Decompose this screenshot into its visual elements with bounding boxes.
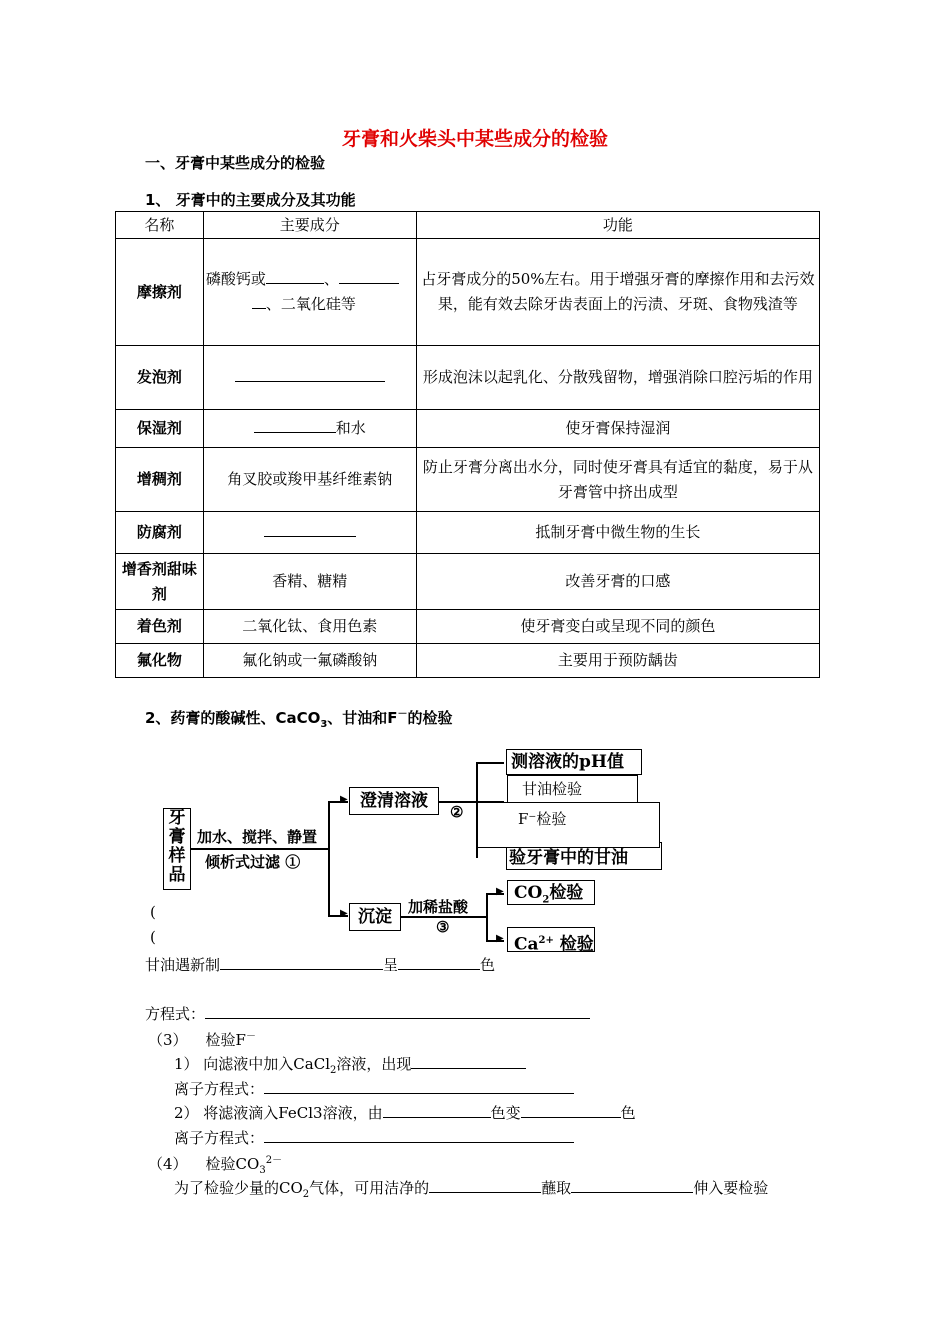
filtrate-box: 澄清溶液 [349,787,439,815]
sample-box: 牙 膏 样 品 [163,808,191,890]
fluoride-box: F⁻检验 [477,802,660,848]
step1-label: 加水、搅拌、静置 [197,828,318,846]
fill-blank[interactable] [220,953,383,970]
arrow-line [190,848,328,850]
fill-blank[interactable] [383,1101,491,1118]
header-components: 主要成分 [203,212,416,239]
fill-blank[interactable] [398,953,480,970]
row-components: 氟化钠或一氟磷酸钠 [203,644,416,678]
ph-box: 测溶液的pH值 [506,749,642,775]
branch-line [476,762,504,764]
fill-blank[interactable] [429,1176,541,1193]
row-components [203,346,416,410]
component-text: 、二氧化硅等 [265,295,356,313]
fill-blank[interactable] [339,267,399,284]
precipitate-box: 沉淀 [349,903,401,931]
toothpaste-components-table [115,211,820,678]
question-3-1-ion: 离子方程式： [174,1077,574,1099]
fill-blank[interactable] [266,267,324,284]
table-header-row [116,212,820,239]
question-glycerol: 甘油遇新制 呈 色 [145,953,495,975]
branch-line [328,801,330,916]
row-function: 主要用于预防龋齿 [416,644,819,678]
glycerol-box: 甘油检验 [507,775,638,803]
row-name: 保湿剂 [116,410,204,448]
question-3-1: 1） 向滤液中加入CaCl$_2$溶液，出现 [174,1052,526,1076]
row-components [203,239,416,346]
question-equation-1: 方程式： [145,1002,590,1024]
table-row [116,554,820,610]
page-title: 牙膏和火柴头中某些成分的检验 [341,128,608,150]
row-name: 摩擦剂 [116,239,204,346]
fill-blank[interactable] [264,520,356,537]
fill-blank[interactable] [264,1077,574,1094]
question-3-2: 2） 将滤液滴入FeCl3溶液，由 色变 色 [174,1101,636,1123]
question-4-text: 为了检验少量的$CO_2$气体，可用洁净的 蘸取 伸入要检验 [174,1176,768,1200]
question-4: （4） 检验$CO_3^{2-}$ [148,1155,283,1176]
step1-label-2: 倾析式过滤 ① [205,853,301,871]
step3-label: 加稀盐酸 [408,898,469,916]
fill-blank[interactable] [571,1176,693,1193]
row-function: 防止牙膏分离出水分，同时使牙膏具有适宜的黏度，易于从牙膏管中挤出成型 [416,448,819,512]
row-function: 占牙膏成分的50%左右。用于增强牙膏的摩擦作用和去污效果，能有效去除牙齿表面上的污渍、牙斑、食物残渣等 [416,239,819,346]
table-row [116,448,820,512]
table-row [116,644,820,678]
subheading-1: 1、 牙膏中的主要成分及其功能 [145,191,356,209]
header-function: 功能 [416,212,819,239]
branch-line [486,893,488,940]
row-function: 使牙膏变白或呈现不同的颜色 [416,610,819,644]
arrow-head-icon: ▶ [340,794,348,805]
section-heading-1: 一、牙膏中某些成分的检验 [145,154,326,172]
co2-box: $CO_2$检验 [507,880,595,905]
fill-blank[interactable] [521,1101,621,1118]
fill-blank[interactable] [254,416,336,433]
row-components: 角叉胶或羧甲基纤维素钠 [203,448,416,512]
row-function: 形成泡沫以起乳化、分散残留物，增强消除口腔污垢的作用 [416,346,819,410]
paren-mark: ( [150,903,156,921]
row-name: 防腐剂 [116,512,204,554]
ca-box: $Ca^{2+}$ 检验 [507,927,595,952]
row-components: 香精、糖精 [203,554,416,610]
row-name: 增香剂甜味剂 [116,554,204,610]
fill-blank[interactable] [264,1126,574,1143]
row-components [203,512,416,554]
row-name: 氟化物 [116,644,204,678]
row-name: 增稠剂 [116,448,204,512]
table-row [116,346,820,410]
component-text: 磷酸钙或 [205,270,266,288]
row-function: 使牙膏保持湿润 [416,410,819,448]
table-row [116,239,820,346]
fill-blank[interactable] [205,1002,590,1019]
subheading-2: 2、药膏的酸碱性、CaCO$_3$、甘油和F－的检验 [145,709,453,730]
fill-blank[interactable] [411,1052,526,1069]
question-3-2-ion: 离子方程式： [174,1126,574,1148]
fill-blank[interactable] [252,292,266,309]
arrow-head-icon: ▶ [340,908,348,919]
component-text: 和水 [335,419,366,437]
step3-marker: ③ [436,918,450,936]
table-row [116,512,820,554]
step2-marker: ② [450,803,464,821]
arrow-head-icon: ▶ [496,886,504,897]
table-row [116,610,820,644]
row-name: 发泡剂 [116,346,204,410]
component-sep: 、 [323,270,339,288]
row-components: 二氧化钛、食用色素 [203,610,416,644]
glycerol-test-box: 验牙膏中的甘油 [506,842,662,870]
arrow-head-icon: ▶ [496,933,504,944]
fill-blank[interactable] [235,365,385,382]
table-row [116,410,820,448]
row-components [203,410,416,448]
row-function: 抵制牙膏中微生物的生长 [416,512,819,554]
row-name: 着色剂 [116,610,204,644]
question-3: （3） 检验F－ [148,1031,256,1049]
row-function: 改善牙膏的口感 [416,554,819,610]
paren-mark: ( [150,928,156,946]
header-name: 名称 [116,212,204,239]
